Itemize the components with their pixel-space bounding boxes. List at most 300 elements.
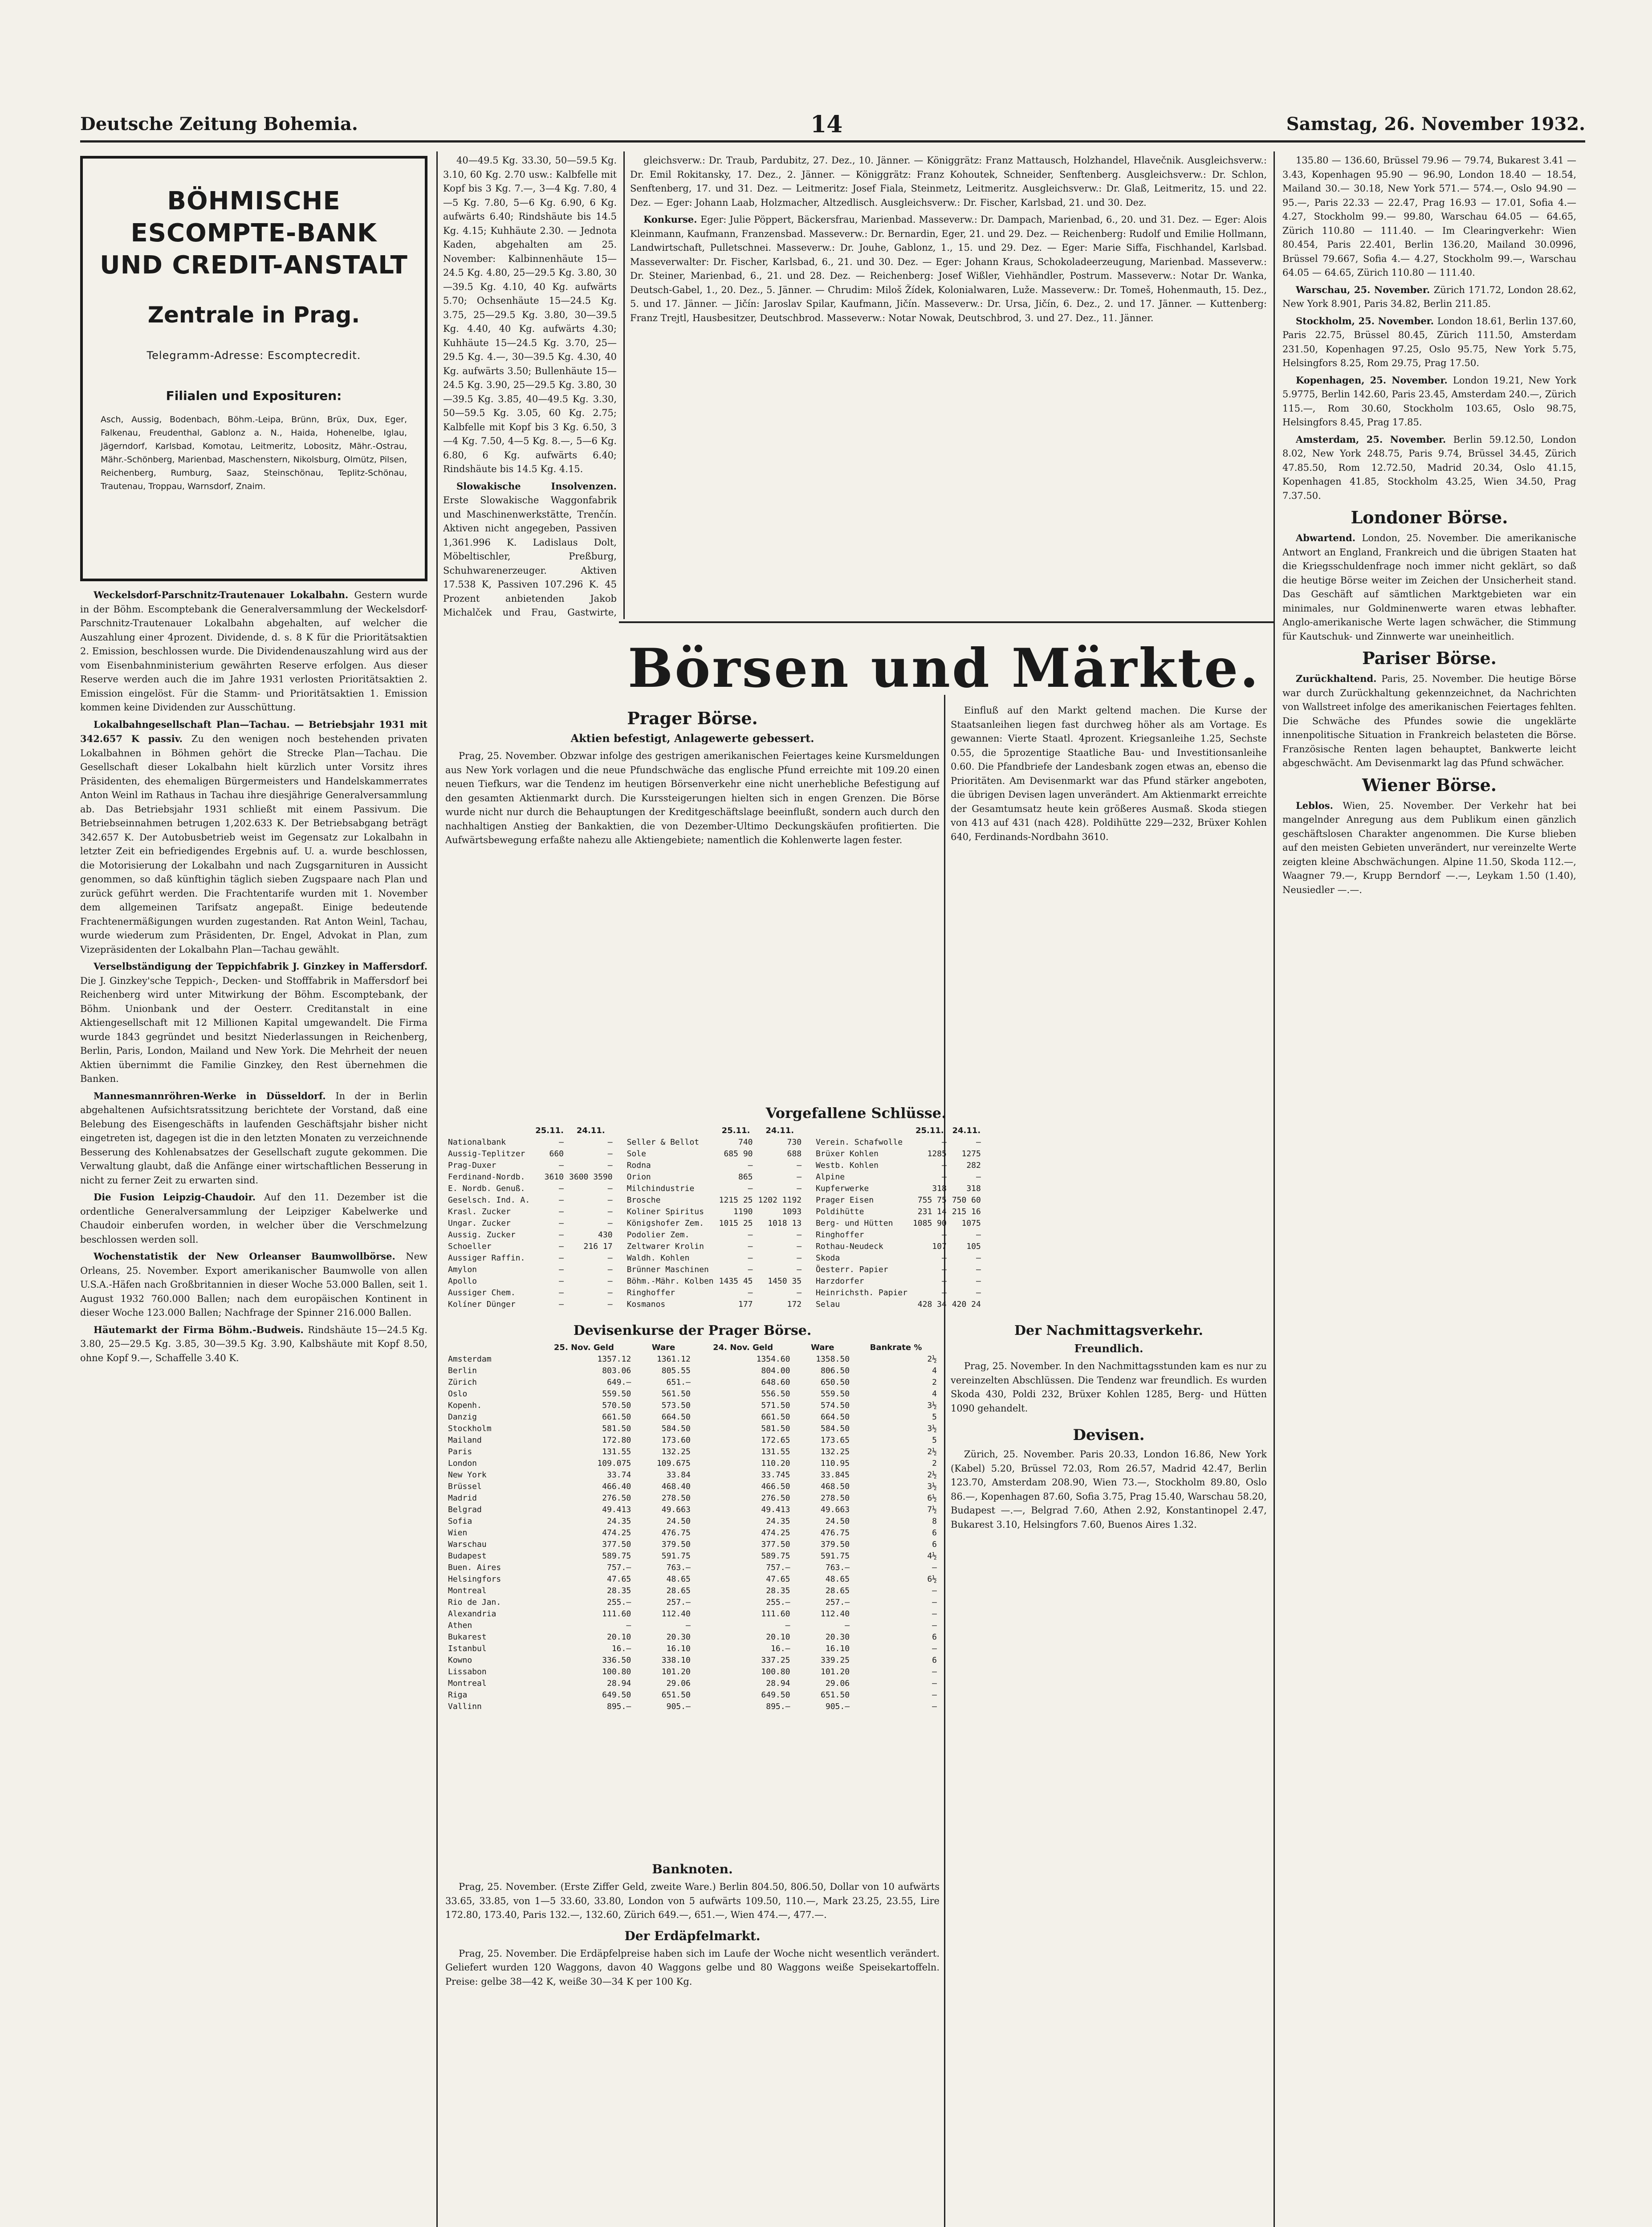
table-cell: Rodna: [627, 1161, 651, 1170]
table-cell: Böhm.-Mähr. Kolben: [627, 1277, 714, 1286]
table-cell: 33.84: [666, 1470, 691, 1480]
table-cell: —: [797, 1230, 802, 1240]
article: [80, 588, 427, 715]
table-row: [445, 1516, 940, 1527]
table-row: [445, 1400, 940, 1411]
article: [1282, 672, 1576, 771]
table-cell: —: [559, 1138, 564, 1147]
table-row: [813, 1264, 984, 1276]
table-cell: —: [932, 1690, 937, 1700]
table-cell: 3½: [927, 1401, 937, 1410]
table-row: [445, 1354, 940, 1365]
article-heading: Zurückhaltend.: [1296, 673, 1382, 684]
column-3: [630, 154, 1267, 617]
table-row: [445, 1481, 940, 1493]
table-header: 24. Nov. Geld: [713, 1343, 773, 1352]
closings-block: [445, 1100, 1267, 1309]
table-cell: 651.—: [666, 1378, 691, 1387]
devisen-heading: Devisen.: [1073, 1426, 1145, 1444]
table-cell: 33.745: [761, 1470, 790, 1480]
table-cell: Schoeller: [448, 1242, 492, 1251]
table-cell: Öesterr. Papier: [816, 1265, 888, 1274]
table-row: [624, 1148, 804, 1160]
table-cell: 3610: [544, 1172, 564, 1182]
table-cell: Aussiger Raffin.: [448, 1253, 525, 1263]
table-cell: Orion: [627, 1172, 651, 1182]
table-cell: 1085 90: [912, 1219, 947, 1228]
prager-boerse-subheading: Aktien befestigt, Anlagewerte gebessert.: [570, 732, 814, 745]
table-cell: 338.10: [661, 1656, 691, 1665]
table-row: [624, 1183, 804, 1195]
table-row: [624, 1299, 804, 1309]
table-row: [813, 1229, 984, 1241]
table-cell: 20.10: [766, 1632, 790, 1642]
article-body: Zu den wenigen noch bestehenden privaten Lokalbahnen in Böhmen gehört die Strecke Plan—Tachau. Die Gesellschaft dieser Lokalbahn hielt kürzlich unter Vorsitz ihres Präsidenten, des ehemaligen Bürgermeisters und Handelskammerrates Anton Weinl im Rathaus in Tachau ihre diesjährige Generalversammlung ab. Das Betriebsjahr 1931 schließt mit einem Passivum. Die Betriebseinnahmen betrugen 1,202.633 K. Der Betriebsabgang beträgt 342.657 K. Der Autobusbetrieb weist im Gegensatz zur Lokalbahn in letzter Zeit ein befriedigendes Ergebnis auf. U. a. wurde beschlossen, die Motorisierung der Lokalbahn und nach Zugsgarnituren in Aussicht genommen, so daß künftighin täglich sieben Zugspaare nach Plan und zurück geführt werden. Die Frachtentarife wurden mit 1. November dem allgemeinen Tarifsatz angepaßt. Einige bedeutende Frachtenermäßigungen wurden zugestanden. Rat Anton Weinl, Tachau, wurde wiederum zum Präsidenten, Dr. Engel, Advokat in Plan, zum Vizepräsidenten der Lokalbahn Plan—Tachau gewählt.: [80, 734, 427, 955]
table-row: [445, 1195, 615, 1206]
fx-block: [445, 1318, 940, 1848]
erdapfel-text: Prag, 25. November. Die Erdäpfelpreise haben sich im Laufe der Woche nicht wesentlich verändert. Geliefert wurden 120 Waggons, davon 40 Waggons gelbe und 80 Waggons weiße Speisekartoffeln. Preise: gelbe 38—42 K, weiße 30—34 K per 100 Kg.: [445, 1948, 940, 1987]
table-cell: Vallinn: [448, 1702, 482, 1711]
column-2: [443, 154, 617, 617]
article-heading: Amsterdam, 25. November.: [1296, 433, 1453, 445]
table-cell: 581.50: [602, 1424, 631, 1433]
article: [443, 154, 617, 477]
table-cell: Waldh. Kohlen: [627, 1253, 690, 1263]
article-body: New Orleans, 25. November. Export amerikanischer Baumwolle von allen U.S.A.-Häfen nach Großbritannien in dieser Woche 53.000 Ballen, seit 1. August 1932 760.000 Ballen; nach dem europäischen Kontinent in dieser Woche 123.000 Ballen; Nachfrage der Spinner 216.000 Ballen.: [80, 1251, 427, 1318]
table-cell: 895.—: [766, 1702, 790, 1711]
article-body: Die J. Ginzkey'sche Teppich-, Decken- und Stofffabrik in Maffersdorf bei Reichenberg wird unter Mitwirkung der Böhm. Escomptebank, der Böhm. Unionbank und der Oesterr. Creditanstalt in eine Aktiengesellschaft mit 12 Millionen Kapital umgewandelt. Die Firma wurde 1843 gegründet und besitzt Niederlassungen in Reichenberg, Berlin, Paris, London, Mailand und New York. Die Mehrheit der neuen Aktien übernimmt die Familie Ginzkey, den Rest übernehmen die Banken.: [80, 975, 427, 1084]
table-cell: Warschau: [448, 1540, 487, 1549]
table-cell: 336.50: [602, 1656, 631, 1665]
table-header: Bankrate %: [870, 1343, 922, 1352]
table-row: [624, 1241, 804, 1252]
table-cell: 664.50: [821, 1412, 850, 1422]
table-cell: 28.65: [825, 1586, 850, 1595]
table-cell: 1450 35: [768, 1277, 802, 1286]
table-cell: 1358.50: [816, 1354, 850, 1364]
table-cell: 466.50: [761, 1482, 790, 1491]
table-cell: Alpine: [816, 1172, 845, 1182]
section-heading: Pariser Börse.: [1362, 648, 1497, 668]
table-row: [445, 1701, 940, 1713]
table-cell: —: [607, 1253, 613, 1263]
article-body: London 18.61, Berlin 137.60, Paris 22.75, Brüssel 80.45, Zürich 111.50, Amsterdam 231.50, Kopenhagen 97.25, Oslo 95.75, New York 5.75, Helsingfors 8.25, Rom 29.75, Prag 17.50.: [1282, 315, 1576, 368]
table-cell: Kupferwerke: [816, 1184, 869, 1193]
table-cell: 2½: [927, 1470, 937, 1480]
article-heading: Leblos.: [1296, 799, 1343, 811]
table-cell: 110.20: [761, 1459, 790, 1468]
table-cell: 757.—: [607, 1563, 631, 1572]
table-cell: —: [607, 1300, 613, 1309]
table-cell: 1190: [733, 1207, 753, 1216]
table-cell: Kopenh.: [448, 1401, 482, 1410]
erdapfel-heading: Der Erdäpfelmarkt.: [624, 1928, 761, 1943]
table-cell: Brüssel: [448, 1482, 482, 1491]
table-cell: —: [797, 1172, 802, 1182]
table-cell: 649.50: [761, 1690, 790, 1700]
article-body: Gestern wurde in der Böhm. Escomptebank die Generalversammlung der Weckelsdorf-Parschnitz-Trautenauer Lokalbahn abgehalten, auf welcher die Auszahlung einer 4prozent. Dividende, d. s. 8 K für die Prioritätsaktien 2. Emission, beschlossen wurde. Die Dividendenauszahlung wird aus der vom Eisenbahnministerium gewährten Reserve erfolgen. Aus dieser Reserve werden auch die im Jahre 1931 verlosten Prioritätsaktien 2. Emission eingelöst. Für die Stamm- und Prioritätsaktien 1. Emission kommen keine Dividenden zur Ausschüttung.: [80, 590, 427, 713]
table-cell: 111.60: [761, 1609, 790, 1619]
table-cell: 47.65: [766, 1574, 790, 1584]
table-row: [813, 1183, 984, 1195]
table-cell: Prager Eisen: [816, 1195, 874, 1205]
table-cell: 584.50: [661, 1424, 691, 1433]
table-cell: 1361.12: [656, 1354, 691, 1364]
column-rule: [1274, 151, 1275, 2227]
table-cell: 468.50: [821, 1482, 850, 1491]
article: [80, 718, 427, 957]
article-body: Zürich 171.72, London 28.62, New York 8.901, Paris 34.82, Berlin 211.85.: [1282, 284, 1576, 309]
ad-branch-list: Asch, Aussig, Bodenbach, Böhm.-Leipa, Brünn, Brüx, Dux, Eger, Falkenau, Freudenthal, Gablonz a. N., Haida, Hohenelbe, Iglau, Jägerndorf, Karlsbad, Komotau, Leitmeritz, Lobositz, Mähr.-Ostrau, Mähr.-Schönberg, Marienbad, Maschenstern, Nikolsburg, Olmütz, Pilsen, Reichenberg, Rumburg, Saaz, Steinschönau, Teplitz-Schönau, Trautenau, Troppau, Warnsdorf, Znaim.: [101, 415, 407, 491]
table-header: 25. Nov. Geld: [553, 1343, 614, 1352]
table-cell: —: [941, 1265, 947, 1274]
table-cell: Brosche: [627, 1195, 661, 1205]
table-cell: —: [607, 1195, 613, 1205]
table-cell: 805.55: [661, 1366, 691, 1375]
table-cell: 763.—: [666, 1563, 691, 1572]
table-cell: —: [607, 1149, 613, 1158]
table-cell: —: [748, 1161, 753, 1170]
section-rule: [619, 621, 1274, 623]
table-cell: Helsingfors: [448, 1574, 501, 1584]
table-cell: 804.00: [761, 1366, 790, 1375]
table-cell: 584.50: [821, 1424, 850, 1433]
table-cell: 6: [932, 1528, 937, 1538]
table-cell: 132.25: [821, 1447, 850, 1456]
table-cell: Harzdorfer: [816, 1277, 864, 1286]
table-row: [624, 1137, 804, 1148]
table-header: 24.11.: [576, 1126, 605, 1135]
table-cell: Geselsch. Ind. A.: [448, 1195, 530, 1205]
table-cell: 664.50: [661, 1412, 691, 1422]
table-cell: Koliner Spiritus: [627, 1207, 704, 1216]
table-cell: —: [932, 1609, 937, 1619]
table-row: [445, 1493, 940, 1504]
table-cell: 111.60: [602, 1609, 631, 1619]
table-cell: 16.10: [825, 1644, 850, 1653]
article: [1282, 283, 1576, 311]
table-cell: Ringhoffer: [627, 1288, 675, 1297]
table-cell: 740: [738, 1138, 753, 1147]
article-heading: Wochenstatistik der New Orleanser Baumwollbörse.: [94, 1251, 406, 1262]
table-cell: 561.50: [661, 1389, 691, 1399]
table-cell: Amylon: [448, 1265, 477, 1274]
article-heading: Häutemarkt der Firma Böhm.-Budweis.: [94, 1324, 308, 1335]
table-cell: —: [607, 1265, 613, 1274]
table-cell: 33.74: [607, 1470, 631, 1480]
table-row: [445, 1632, 940, 1643]
article-body: London 19.21, New York 5.9775, Berlin 142.60, Paris 23.45, Amsterdam 240.—, Zürich 115.—, Rom 30.60, Stockholm 103.65, Oslo 98.75, Helsingfors 8.45, Prag 17.85.: [1282, 375, 1576, 428]
table-header: 25.11.: [721, 1126, 750, 1135]
table-cell: 591.75: [821, 1551, 850, 1561]
table-cell: —: [941, 1277, 947, 1286]
table-cell: —: [607, 1277, 613, 1286]
table-cell: 379.50: [661, 1540, 691, 1549]
table-cell: —: [976, 1138, 981, 1147]
table-row: [445, 1229, 615, 1241]
table-cell: Zürich: [448, 1378, 477, 1387]
table-cell: 110.95: [821, 1459, 850, 1468]
table-cell: 1015 25: [719, 1219, 753, 1228]
table-cell: 3½: [927, 1424, 937, 1433]
table-row: [813, 1148, 984, 1160]
section-heading: Wiener Börse.: [1362, 775, 1497, 795]
article-body: Eger: Julie Pöppert, Bäckersfrau, Marienbad. Masseverw.: Dr. Dampach, Marienbad, 6., 20. und 31. Dez. — Eger: Alois Kleinmann, Kaufmann, Franzensbad. Masseverw.: Dr. Bernardin, Eger, 21. und 29. Dez. — Reichenberg: Rudolf und Emilie Hollmann, Landwirtschaft, Pulletschnei. Masseverw.: Dr. Jouhe, Gablonz, 1., 15. und 29. Dez. — Eger: Marie Siffa, Fischhandel, Karlsbad. Masseverwalter: Dr. Fischer, Karlsbad, 6., 21. und 30. Dez. — Eger: Johann Kraus, Schokoladeerzeugung, Marienbad. Masseverw.: Dr. Steiner, Marienbad, 6., 21. und 28. Dez. — Reichenberg: Josef Wißler, Viehhändler, Postrum. Masseverw.: Notar Dr. Wanka, Deutsch-Gabel, 1., 20. Dez., 5. Jänner. — Chrudim: Miloš Žídek, Kolonialwaren, Luže. Masseverw.: Dr. Tomeš, Hohenmauth, 15. Dez., 5. und 17. Jänner. — Jičín: Jaroslav Spilar, Kaufmann, Jičín. Masseverw.: Dr. Ursa, Jičín, 6. Dez., 2. und 17. Jänner. — Kuttenberg: Franz Trejtl, Hausbesitzer, Deutschbrod. Masseverw.: Notar Nowak, Deutschbrod, 3. und 27. Dez., 11. Jänner.: [630, 214, 1267, 323]
table-cell: 803.06: [602, 1366, 631, 1375]
article-heading: Warschau, 25. November.: [1296, 284, 1434, 295]
table-cell: 895.—: [607, 1702, 631, 1711]
table-row: [445, 1666, 940, 1678]
table-cell: Brüxer Kohlen: [816, 1149, 879, 1158]
table-row: [445, 1574, 940, 1585]
table-cell: 216 17: [583, 1242, 613, 1251]
article-heading: Weckelsdorf-Parschnitz-Trautenauer Lokalbahn.: [94, 589, 354, 600]
table-cell: —: [559, 1184, 564, 1193]
table-cell: 282: [966, 1161, 981, 1170]
article-body: Erste Slowakische Waggonfabrik und Maschinenwerkstätte, Trenčín. Aktiven nicht angegeben, Passiven 1,361.996 K. Ladislaus Dolt, Möbeltischler, Preßburg, Schuhwarenerzeuger. Aktiven 17.538 K, Passiven 107.296 K. 45 Prozent anbietenden Jakob Michalček und Frau, Gastwirte,: [443, 495, 617, 617]
table-cell: Heinrichsth. Papier: [816, 1288, 907, 1297]
table-cell: —: [797, 1184, 802, 1193]
table-cell: 556.50: [761, 1389, 790, 1399]
bank-advertisement: [80, 156, 427, 581]
table-cell: —: [559, 1242, 564, 1251]
fx-table: [445, 1342, 940, 1713]
ad-branches-heading: Filialen und Exposituren:: [166, 388, 342, 403]
table-row: [445, 1252, 615, 1264]
table-row: [445, 1423, 940, 1435]
table-row: [813, 1299, 984, 1309]
closings-table-b: [624, 1125, 804, 1309]
table-cell: —: [607, 1184, 613, 1193]
article: [80, 1249, 427, 1320]
table-cell: 16.10: [666, 1644, 691, 1653]
table-cell: 1075: [961, 1219, 981, 1228]
table-cell: Prag-Duxer: [448, 1161, 496, 1170]
table-cell: Danzig: [448, 1412, 477, 1422]
table-cell: 1018 13: [768, 1219, 802, 1228]
article: [1282, 314, 1576, 371]
article-heading: Slowakische Insolvenzen.: [456, 480, 617, 492]
table-cell: Montreal: [448, 1679, 487, 1688]
table-cell: Nationalbank: [448, 1138, 506, 1147]
table-cell: 172.80: [602, 1436, 631, 1445]
table-cell: 109.675: [656, 1459, 691, 1468]
table-cell: —: [559, 1277, 564, 1286]
article: [630, 212, 1267, 325]
table-cell: —: [626, 1621, 631, 1630]
table-cell: —: [941, 1288, 947, 1297]
table-cell: Berlin: [448, 1366, 477, 1375]
table-cell: 4: [932, 1389, 937, 1399]
table-cell: 48.65: [825, 1574, 850, 1584]
table-cell: 688: [787, 1149, 802, 1158]
table-cell: 318: [932, 1184, 947, 1193]
table-cell: —: [976, 1172, 981, 1182]
table-cell: —: [932, 1586, 937, 1595]
table-row: [445, 1458, 940, 1469]
table-row: [445, 1388, 940, 1400]
table-cell: —: [748, 1253, 753, 1263]
table-cell: Aussiger Chem.: [448, 1288, 516, 1297]
table-cell: 100.80: [761, 1667, 790, 1676]
table-cell: —: [932, 1644, 937, 1653]
article-body: London, 25. November. Die amerikanische Antwort an England, Frankreich und die übrigen Staaten hat die Kriegsschuldenfrage noch immer nicht geklärt, so daß die heutige Börse weiter im Zeichen der Unsicherheit stand. Das Geschäft auf sämtlichen Marktgebieten war ein minimales, nur Goldminenwerte waren etwas lebhafter. Anglo-amerikanische Werte lagen schwächer, die Stimmung für Kautschuk- und Zinnwerte war uneinheitlich.: [1282, 533, 1576, 642]
article-heading: Stockholm, 25. November.: [1296, 315, 1437, 326]
table-cell: 276.50: [602, 1493, 631, 1503]
table-cell: Berg- und Hütten: [816, 1219, 893, 1228]
table-cell: 379.50: [821, 1540, 850, 1549]
table-cell: 16.—: [611, 1644, 631, 1653]
table-cell: —: [941, 1253, 947, 1263]
table-cell: 573.50: [661, 1401, 691, 1410]
table-cell: Ringhoffer: [816, 1230, 864, 1240]
table-cell: 1354.60: [756, 1354, 790, 1364]
table-cell: 1435 45: [719, 1277, 753, 1286]
table-cell: 318: [966, 1184, 981, 1193]
column-1: [80, 588, 427, 2227]
table-cell: Buen. Aires: [448, 1563, 501, 1572]
table-cell: 6: [932, 1540, 937, 1549]
table-row: [445, 1218, 615, 1229]
table-cell: Kosmanos: [627, 1300, 666, 1309]
table-cell: 7½: [927, 1505, 937, 1514]
article: [443, 479, 617, 617]
table-cell: —: [559, 1219, 564, 1228]
table-row: [445, 1678, 940, 1689]
table-cell: 172.65: [761, 1436, 790, 1445]
table-cell: Bukarest: [448, 1632, 487, 1642]
section-heading: Londoner Börse.: [1351, 507, 1508, 527]
table-row: [624, 1229, 804, 1241]
table-cell: Rio de Jan.: [448, 1598, 501, 1607]
table-cell: Stockholm: [448, 1424, 492, 1433]
table-cell: 276.50: [761, 1493, 790, 1503]
table-cell: —: [932, 1598, 937, 1607]
table-row: [445, 1435, 940, 1446]
table-cell: 5: [932, 1436, 937, 1445]
table-row: [445, 1620, 940, 1632]
table-row: [813, 1195, 984, 1206]
section-title-boersen: Börsen und Märkte.: [627, 637, 1261, 700]
table-cell: 591.75: [661, 1551, 691, 1561]
prager-boerse-right: [951, 704, 1267, 1096]
table-cell: 24.35: [766, 1517, 790, 1526]
table-cell: 24.50: [825, 1517, 850, 1526]
article-heading: Mannesmannröhren-Werke in Düsseldorf.: [94, 1090, 336, 1101]
table-cell: 430: [598, 1230, 613, 1240]
table-cell: 865: [738, 1172, 753, 1182]
table-cell: 105: [966, 1242, 981, 1251]
table-cell: —: [932, 1621, 937, 1630]
table-row: [445, 1411, 940, 1423]
table-row: [624, 1264, 804, 1276]
table-header: [445, 1342, 534, 1354]
table-cell: Brünner Maschinen: [627, 1265, 709, 1274]
table-cell: 20.30: [825, 1632, 850, 1642]
table-row: [624, 1252, 804, 1264]
table-cell: 101.20: [661, 1667, 691, 1676]
table-cell: 255.—: [607, 1598, 631, 1607]
table-row: [445, 1241, 615, 1252]
table-row: [624, 1218, 804, 1229]
table-header: 24.11.: [952, 1126, 981, 1135]
table-cell: Selau: [816, 1300, 840, 1309]
table-cell: 661.50: [761, 1412, 790, 1422]
table-row: [445, 1527, 940, 1539]
table-cell: Milchindustrie: [627, 1184, 695, 1193]
table-cell: —: [559, 1253, 564, 1263]
table-cell: —: [748, 1184, 753, 1193]
table-cell: Poldihütte: [816, 1207, 864, 1216]
table-row: [813, 1218, 984, 1229]
table-cell: 1093: [782, 1207, 802, 1216]
closings-table-c: [813, 1125, 984, 1309]
table-cell: Königshofer Zem.: [627, 1219, 704, 1228]
table-cell: Paris: [448, 1447, 472, 1456]
table-cell: 755 75: [917, 1195, 947, 1205]
table-row: [445, 1365, 940, 1377]
table-cell: 112.40: [821, 1609, 850, 1619]
table-row: [445, 1276, 615, 1287]
table-cell: Verein. Schafwolle: [816, 1138, 903, 1147]
table-cell: —: [559, 1195, 564, 1205]
table-cell: —: [559, 1300, 564, 1309]
table-cell: 24.35: [607, 1517, 631, 1526]
table-cell: 6: [932, 1656, 937, 1665]
table-row: [813, 1241, 984, 1252]
table-cell: 257.—: [666, 1598, 691, 1607]
table-row: [624, 1195, 804, 1206]
article-body: In der in Berlin abgehaltenen Aufsichtsratssitzung berichtete der Vorstand, daß eine Belebung des Eisengeschäfts in laufenden Geschäftsjahr bisher nicht eingetreten ist, dagegen ist die in den letzten Monaten zu verzeichnende Besserung des Kohlenabsatzes der Gesellschaft zugute gekommen. Die Verwaltung glaubt, daß die Anfänge einer wirtschaftlichen Besserung in nicht zu ferner Zeit zu erwarten sind.: [80, 1090, 427, 1186]
table-cell: 1275: [961, 1149, 981, 1158]
table-cell: —: [976, 1253, 981, 1263]
table-cell: 48.65: [666, 1574, 691, 1584]
table-cell: 757.—: [766, 1563, 790, 1572]
table-row: [624, 1160, 804, 1171]
closings-heading: Vorgefallene Schlüsse.: [765, 1105, 947, 1122]
table-cell: 2: [932, 1378, 937, 1387]
table-cell: 173.65: [821, 1436, 850, 1445]
banknotes-block: [445, 1857, 940, 2044]
table-cell: 3½: [927, 1482, 937, 1491]
table-row: [445, 1643, 940, 1655]
table-cell: London: [448, 1459, 477, 1468]
article-heading: Kopenhagen, 25. November.: [1296, 374, 1453, 386]
table-cell: 468.40: [661, 1482, 691, 1491]
table-cell: 905.—: [666, 1702, 691, 1711]
column-4: [1282, 154, 1576, 2227]
table-row: [445, 1562, 940, 1574]
table-cell: —: [797, 1265, 802, 1274]
table-cell: Apollo: [448, 1277, 477, 1286]
table-row: [624, 1206, 804, 1218]
table-cell: 661.50: [602, 1412, 631, 1422]
article: [1282, 432, 1576, 503]
table-cell: Belgrad: [448, 1505, 482, 1514]
ad-bank-name-line1: BÖHMISCHE ESCOMPTE-BANK: [130, 187, 377, 248]
table-cell: Seller & Bellot: [627, 1138, 700, 1147]
table-cell: 257.—: [825, 1598, 850, 1607]
table-cell: —: [797, 1253, 802, 1263]
table-cell: 589.75: [602, 1551, 631, 1561]
table-row: [445, 1264, 615, 1276]
article: [80, 1190, 427, 1247]
table-cell: 28.35: [766, 1586, 790, 1595]
table-cell: —: [976, 1230, 981, 1240]
article-heading: Konkurse.: [643, 214, 701, 225]
table-cell: 559.50: [821, 1389, 850, 1399]
table-cell: 574.50: [821, 1401, 850, 1410]
